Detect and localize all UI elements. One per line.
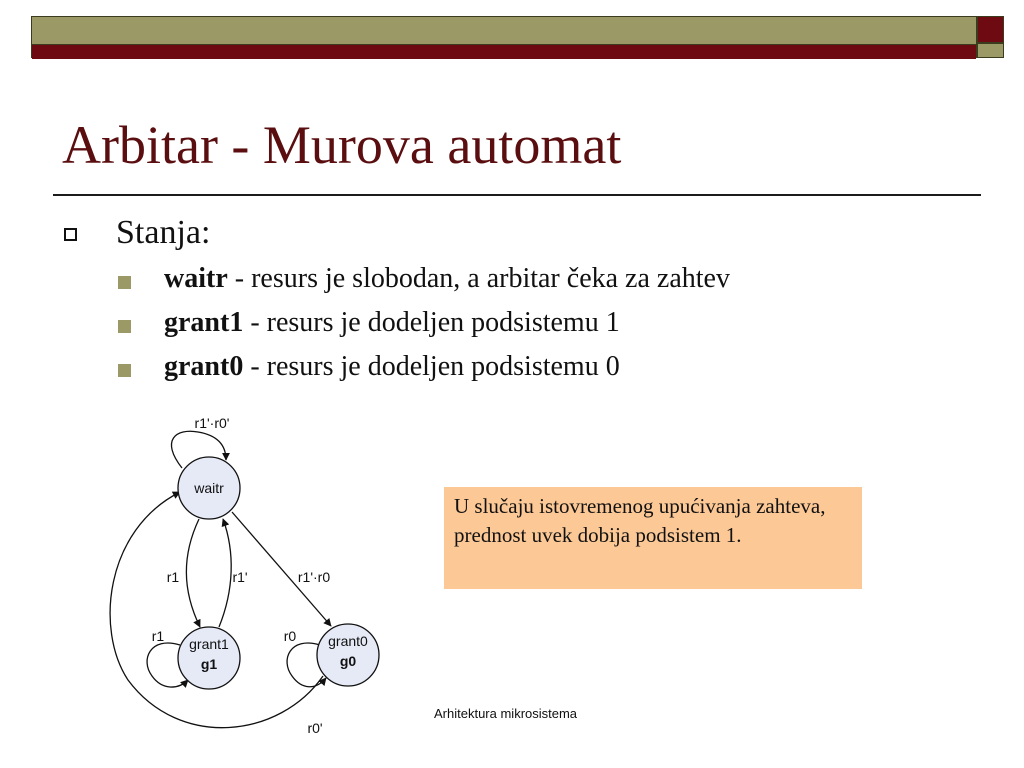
state-description: - resurs je slobodan, a arbitar čeka za zahtev [227, 263, 730, 294]
state-grant1-output: g1 [200, 656, 218, 672]
label-grant1-to-waitr: r1' [232, 569, 248, 585]
state-term: grant1 [164, 307, 244, 338]
label-grant1-self: r1 [151, 628, 165, 644]
label-grant0-to-waitr: r0' [307, 720, 323, 736]
state-grant0-label: grant0 [328, 633, 368, 649]
note-box: U slučaju istovremenog upućivanja zahteva, prednost uvek dobija podsistem 1. [444, 487, 862, 589]
state-term: waitr [164, 263, 228, 294]
edge-waitr-to-grant1 [186, 519, 200, 627]
label-grant0-self: r0 [283, 628, 297, 644]
state-grant0-output: g0 [339, 653, 357, 669]
edge-grant1-to-waitr [219, 519, 231, 627]
state-description: - resurs je dodeljen podsistemu 0 [243, 351, 620, 382]
label-waitr-to-grant0: r1'·r0 [297, 569, 331, 585]
edge-grant0-to-waitr [110, 492, 323, 728]
state-description: - resurs je dodeljen podsistemu 1 [243, 307, 620, 338]
state-grant1-label: grant1 [189, 636, 229, 652]
slide-title: Arbitar - Murova automat [62, 115, 622, 175]
bullet-stanja-text: Stanja: [116, 214, 211, 251]
label-waitr-to-grant1: r1 [166, 569, 180, 585]
label-waitr-self: r1'·r0' [194, 415, 230, 431]
footer-text: Arhitektura mikrosistema [434, 706, 578, 721]
state-waitr-label: waitr [194, 480, 224, 496]
state-grant0 [317, 624, 379, 686]
state-term: grant0 [164, 351, 244, 382]
state-grant1 [178, 627, 240, 689]
state-waitr [178, 457, 240, 519]
